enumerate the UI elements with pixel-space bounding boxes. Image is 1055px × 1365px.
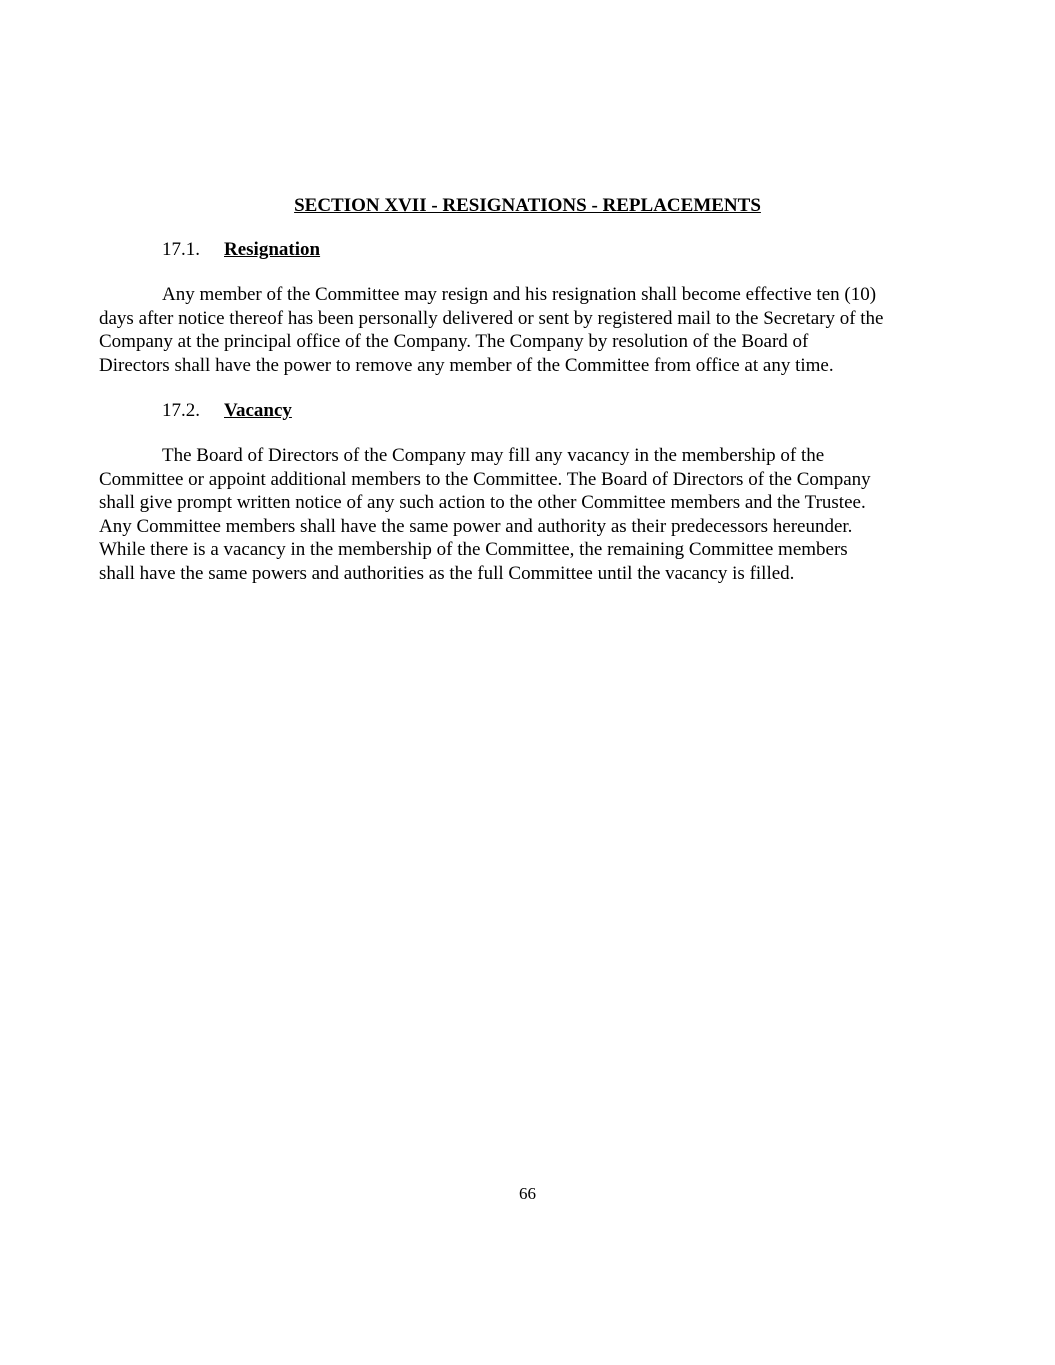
- paragraph-line: Committee or appoint additional members to the Committee. The Board of Directors of the Company: [99, 468, 871, 490]
- paragraph-line: The Board of Directors of the Company may fill any vacancy in the membership of the: [162, 445, 825, 466]
- subsection-title: Resignation: [224, 239, 321, 260]
- paragraph-line: Any Committee members shall have the same power and authority as their predecessors hereunder.: [99, 515, 853, 537]
- paragraph-line: days after notice thereof has been personally delivered or sent by registered mail to the Secretary of the: [99, 307, 884, 329]
- paragraph-vacancy: [99, 444, 969, 585]
- subsection-heading-resignation: [162, 238, 320, 261]
- subsection-heading-vacancy: [162, 399, 292, 422]
- paragraph-line: While there is a vacancy in the membership of the Committee, the remaining Committee members: [99, 539, 848, 560]
- section-title: SECTION XVII - RESIGNATIONS - REPLACEMENTS: [294, 195, 761, 216]
- paragraph-line: Company at the principal office of the Company. The Company by resolution of the Board of: [99, 331, 809, 352]
- paragraph-line: Any member of the Committee may resign and his resignation shall become effective ten (10): [162, 284, 877, 305]
- subsection-number: 17.1.: [162, 239, 200, 260]
- subsection-number: 17.2.: [162, 400, 200, 421]
- paragraph-resignation: [99, 283, 969, 377]
- subsection-title: Vacancy: [224, 400, 292, 421]
- paragraph-line: shall give prompt written notice of any such action to the other Committee members and the Trustee.: [99, 492, 866, 513]
- paragraph-line: shall have the same powers and authorities as the full Committee until the vacancy is filled.: [99, 562, 795, 584]
- page-number: 66: [519, 1184, 536, 1203]
- paragraph-line: Directors shall have the power to remove any member of the Committee from office at any time.: [99, 354, 834, 376]
